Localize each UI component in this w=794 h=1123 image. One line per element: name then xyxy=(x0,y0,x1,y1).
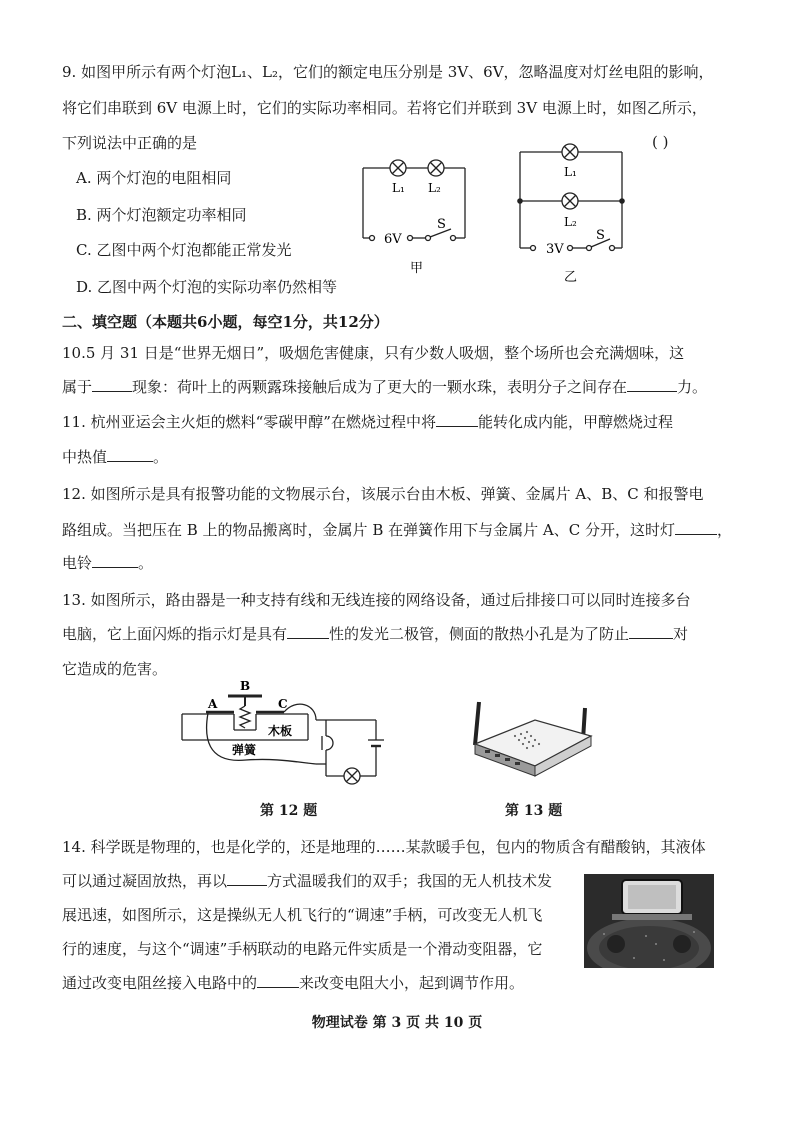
q13-text-c: 对 xyxy=(673,625,689,643)
q14-blank-1[interactable] xyxy=(227,871,267,886)
q14-line5 xyxy=(62,973,524,993)
q10-line1: 10.5 月 31 日是“世界无烟日”，吸烟危害健康，只有少数人吸烟，整个场所也会充满烟味，这 xyxy=(62,344,685,362)
q10-text-a: 属于 xyxy=(62,378,93,396)
q10-text-b: 现象：荷叶上的两颗露珠接触后成为了更大的一颗水珠，表明分子之间存在 xyxy=(132,378,628,396)
q11-text-c: 中热值 xyxy=(62,448,108,466)
q11-text-d: 。 xyxy=(153,448,169,466)
q12-text-b: ， xyxy=(716,521,732,539)
q9-stem-line1: 9. 如图甲所示有两个灯泡L₁、L₂，它们的额定电压分别是 3V、6V，忽略温度对灯丝电阻的影响， xyxy=(62,63,714,81)
yi-voltage-label: 3V xyxy=(546,242,564,257)
q12-line2 xyxy=(62,520,732,540)
q14-blank-2[interactable] xyxy=(257,973,299,988)
q14-text-d: 来改变电阻大小，起到调节作用。 xyxy=(299,974,525,992)
q11-text-a: 11. 杭州亚运会主火炬的燃料“零碳甲醇”在燃烧过程中将 xyxy=(62,413,436,431)
fig12-label-b: B xyxy=(240,679,251,693)
fig12-label-a: A xyxy=(208,697,218,711)
q13-blank-1[interactable] xyxy=(287,624,329,639)
yi-l1-label: L₁ xyxy=(564,165,577,179)
circuit-diagram-yi xyxy=(510,140,635,290)
q11-blank-2[interactable] xyxy=(107,447,153,462)
page-footer: 物理试卷 第 3 页 共 10 页 xyxy=(311,1015,483,1031)
q11-blank-1[interactable] xyxy=(436,412,478,427)
jia-l1-label: L₁ xyxy=(392,181,405,195)
q14-text-b: 方式温暖我们的双手；我国的无人机技术发 xyxy=(267,872,553,890)
q12-line3 xyxy=(62,553,153,573)
q12-blank-2[interactable] xyxy=(92,553,138,568)
q13-text-b: 性的发光二极管，侧面的散热小孔是为了防止 xyxy=(329,625,630,643)
q14-text-c: 通过改变电阻丝接入电路中的 xyxy=(62,974,258,992)
q12-line1: 12. 如图所示是具有报警功能的文物展示台，该展示台由木板、弹簧、金属片 A、B、C 和报警电 xyxy=(62,485,704,503)
q10-line2 xyxy=(62,377,707,397)
q14-line2 xyxy=(62,871,552,891)
q13-line2 xyxy=(62,624,688,644)
q13-line1: 13. 如图所示，路由器是一种支持有线和无线连接的网络设备，通过后排接口可以同时连接多台 xyxy=(62,591,691,609)
q12-text-a: 路组成。当把压在 B 上的物品搬离时，金属片 B 在弹簧作用下与金属片 A、C 分开，这时灯 xyxy=(62,521,675,539)
q12-text-d: 。 xyxy=(138,554,154,572)
q14-line3: 展迅速，如图所示，这是操纵无人机飞行的“调速”手柄，可改变无人机飞 xyxy=(62,906,543,924)
q14-text-a: 可以通过凝固放热，再以 xyxy=(62,872,228,890)
yi-caption: 乙 xyxy=(564,270,578,285)
jia-caption: 甲 xyxy=(410,261,424,276)
circuit-diagram-jia xyxy=(355,150,475,280)
q12-text-c: 电铃 xyxy=(62,554,93,572)
fig12-label-spring: 弹簧 xyxy=(232,743,257,757)
q14-line4: 行的速度，与这个“调速”手柄联动的电路元件实质是一个滑动变阻器，它 xyxy=(62,940,543,958)
q14-line1: 14. 科学既是物理的，也是化学的，还是地理的……某款暖手包，包内的物质含有醋酸钠，其液体 xyxy=(62,838,706,856)
q13-blank-2[interactable] xyxy=(629,624,673,639)
yi-switch-label: S xyxy=(596,228,605,243)
q13-text-a: 电脑，它上面闪烁的指示灯是具有 xyxy=(62,625,288,643)
q13-line3: 它造成的危害。 xyxy=(62,660,168,678)
alarm-display-stand-diagram xyxy=(176,676,396,788)
q12-blank-1[interactable] xyxy=(675,520,717,535)
q9-answer-paren[interactable]: ( ) xyxy=(652,133,669,151)
router-image xyxy=(465,700,595,782)
jia-voltage-label: 6V xyxy=(384,232,402,247)
jia-l2-label: L₂ xyxy=(428,181,441,195)
q11-line2 xyxy=(62,447,168,467)
fig13-caption: 第 13 题 xyxy=(505,803,563,819)
q10-blank-2[interactable] xyxy=(627,377,677,392)
jia-switch-label: S xyxy=(437,217,446,232)
q9-option-a[interactable]: A. 两个灯泡的电阻相同 xyxy=(76,169,232,187)
q9-option-b[interactable]: B. 两个灯泡额定功率相同 xyxy=(76,206,247,224)
q9-option-d[interactable]: D. 乙图中两个灯泡的实际功率仍然相等 xyxy=(76,278,338,296)
q11-text-b: 能转化成内能，甲醇燃烧过程 xyxy=(477,413,673,431)
fig12-caption: 第 12 题 xyxy=(260,803,318,819)
q10-text-c: 力。 xyxy=(677,378,708,396)
q9-stem-line2: 将它们串联到 6V 电源上时，它们的实际功率相同。若将它们并联到 3V 电源上时，如图乙所示， xyxy=(62,99,707,117)
q9-stem-line3: 下列说法中正确的是 xyxy=(62,134,198,152)
q9-option-c[interactable]: C. 乙图中两个灯泡都能正常发光 xyxy=(76,241,292,259)
drone-controller-photo xyxy=(584,874,714,968)
fig12-label-c: C xyxy=(278,697,288,711)
section2-title: 二、填空题（本题共6小题，每空1分，共12分） xyxy=(62,313,389,331)
q10-blank-1[interactable] xyxy=(92,377,132,392)
fig12-label-board: 木板 xyxy=(268,724,293,738)
yi-l2-label: L₂ xyxy=(564,215,577,229)
q11-line1 xyxy=(62,412,673,432)
